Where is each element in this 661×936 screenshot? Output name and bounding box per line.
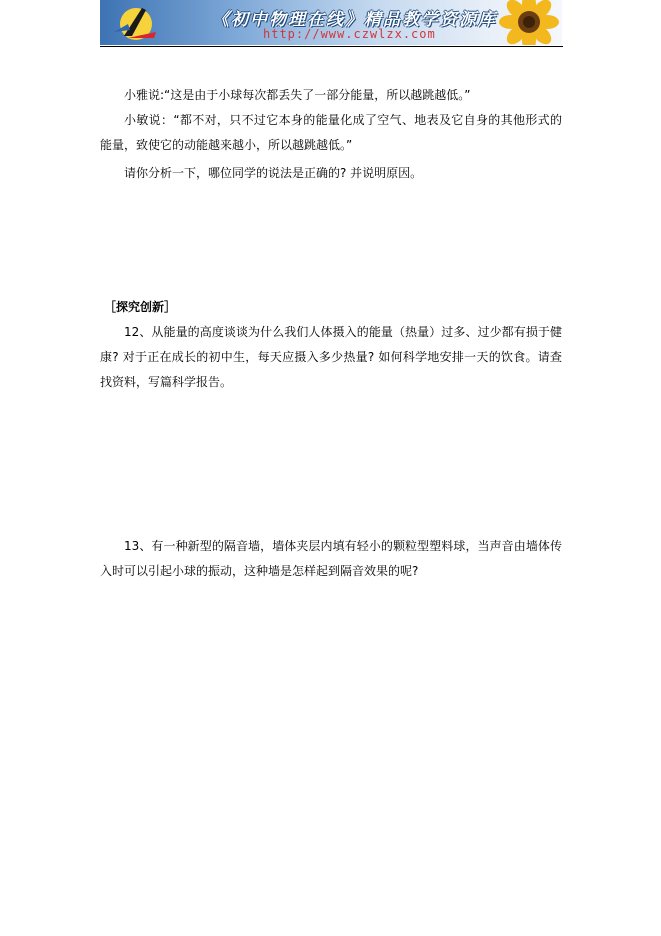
- sunflower-icon: [496, 0, 562, 45]
- section-heading: ［探究创新］: [104, 300, 177, 314]
- banner-title: 《初中物理在线》精品教学资源库: [212, 10, 497, 30]
- paragraph-xiaoya: 小雅说:“这是由于小球每次都丢失了一部分能量，所以越跳越低。”: [124, 88, 471, 102]
- header-divider: [100, 46, 563, 47]
- question-13: 13、有一种新型的隔音墙，墙体夹层内填有轻小的颗粒型塑料球，当声音由墙体传入时可以引起小球的振动，这种墙是怎样起到隔音效果的呢?: [100, 539, 562, 578]
- question-12: 12、从能量的高度谈谈为什么我们人体摄入的能量（热量）过多、过少都有损于健康? 对于正在成长的初中生，每天应摄入多少热量? 如何科学地安排一天的饮食。请查找资料，写篇科学报告。: [100, 325, 562, 389]
- header-banner: [100, 0, 562, 45]
- banner-url: http://www.czwlzx.com: [263, 27, 436, 41]
- logo-icon: [106, 2, 164, 42]
- paragraph-xiaomin: 小敏说：“都不对，只不过它本身的能量化成了空气、地表及它自身的其他形式的能量，致使它的动能越来越小，所以越跳越低。”: [100, 113, 562, 152]
- paragraph-question: 请你分析一下，哪位同学的说法是正确的? 并说明原因。: [124, 166, 423, 180]
